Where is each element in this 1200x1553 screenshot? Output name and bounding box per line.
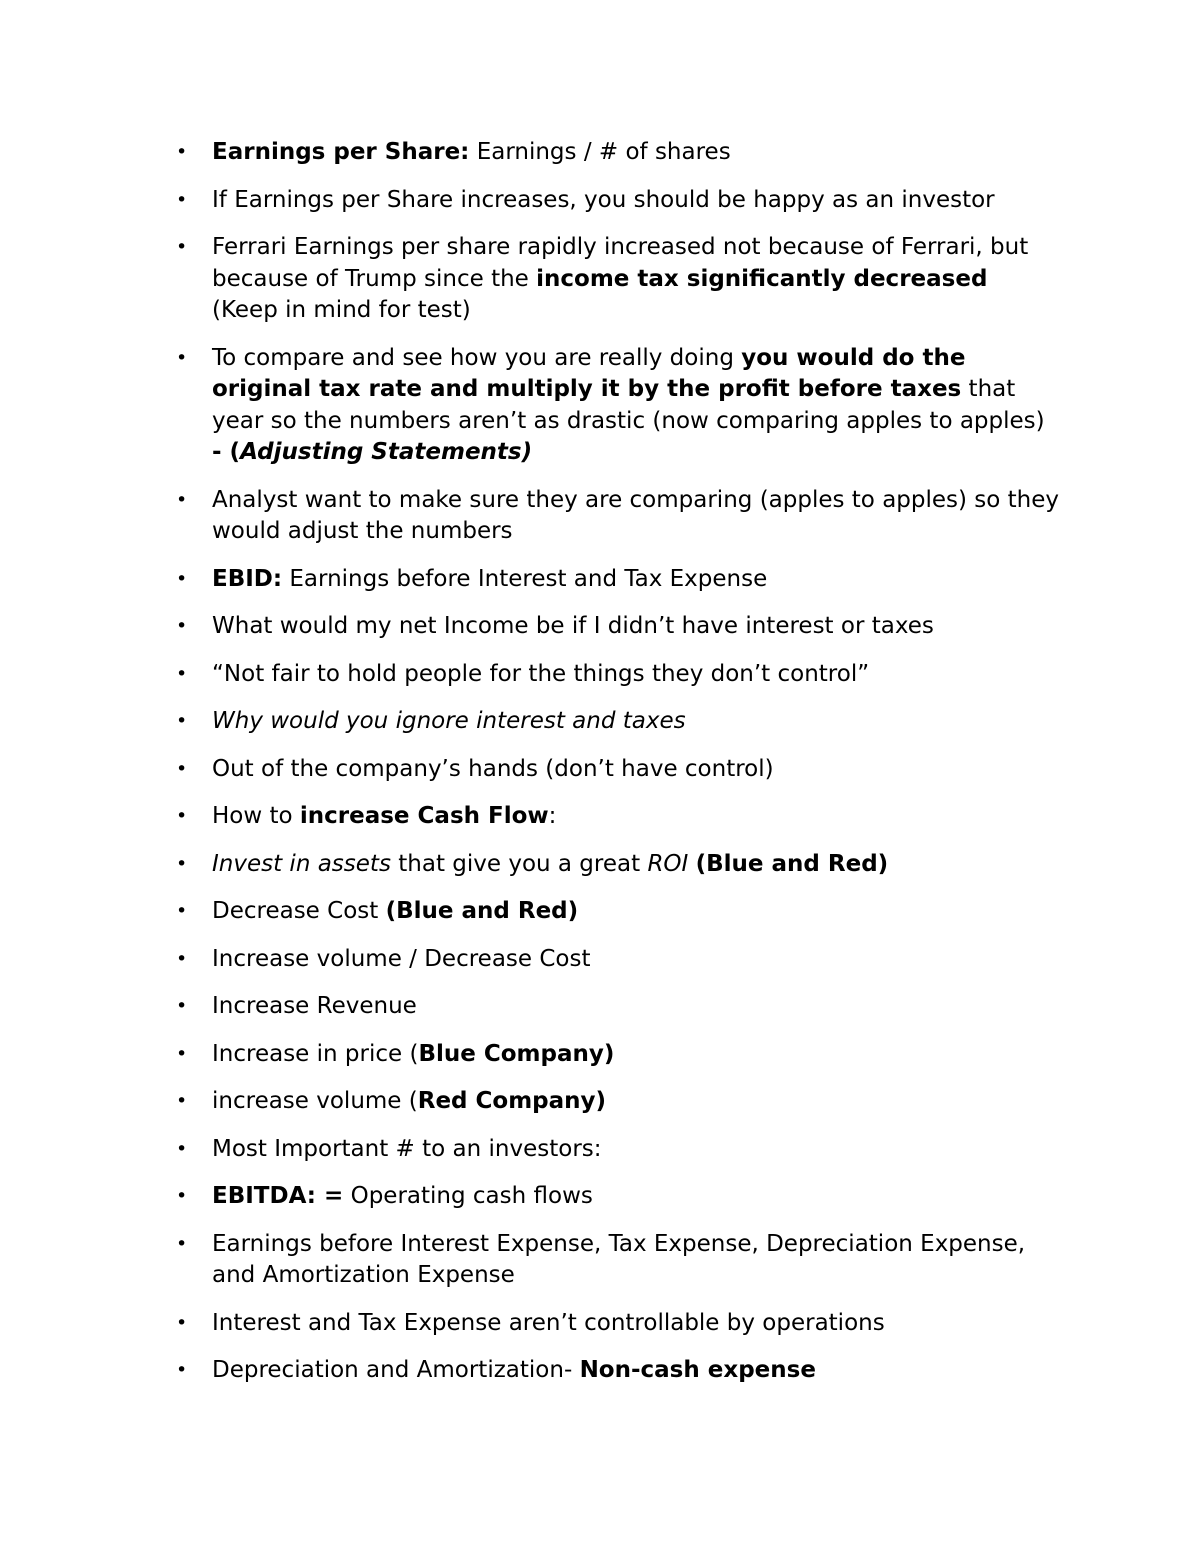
bullet-icon: •	[176, 995, 188, 1017]
bullet-icon: •	[176, 852, 188, 875]
text-run: ROI	[647, 850, 689, 877]
text-run: that year so the numbers aren’t as drastic (now comparing apples to apples)	[212, 376, 1045, 434]
text-run: (Blue and Red)	[385, 898, 579, 924]
list-item	[0, 849, 1200, 881]
text-run: Earnings per Share:	[212, 139, 470, 165]
bullet-icon: •	[176, 900, 188, 922]
list-item	[0, 896, 1200, 928]
text-run	[688, 851, 695, 877]
bullet-icon: •	[176, 1359, 188, 1381]
text-run: income tax significantly decreased	[536, 265, 988, 292]
list-item	[0, 991, 1200, 1023]
bullet-icon: •	[176, 757, 188, 780]
text-run: How to	[212, 803, 300, 829]
text-run: Adjusting Statements)	[240, 439, 533, 465]
text-run: - (	[212, 439, 241, 465]
text-run: Blue Company)	[418, 1040, 615, 1067]
text-run: Decrease Cost	[212, 898, 386, 924]
bullet-icon: •	[176, 710, 188, 732]
text-run: Red Company)	[417, 1088, 607, 1114]
text-run: :	[548, 803, 557, 829]
text-run: that give you a great	[390, 850, 648, 877]
text-run: Invest in assets	[212, 850, 391, 877]
text-run: Interest and Tax Expense aren’t controllable by operations	[212, 1309, 885, 1336]
list-item	[0, 1134, 1200, 1166]
list-item	[0, 1086, 1200, 1118]
text-run: (Keep in mind for test)	[212, 297, 471, 323]
text-run: Increase volume / Decrease Cost	[212, 945, 591, 972]
text-run: EBID:	[212, 565, 283, 592]
bullet-icon: •	[176, 662, 188, 685]
list-item	[0, 944, 1200, 976]
bullet-icon: •	[176, 488, 188, 511]
bullet-icon: •	[176, 567, 188, 590]
list-item	[0, 1229, 1200, 1292]
list-item	[0, 1039, 1200, 1071]
text-run: Analyst want to make sure they are comparing (apples to apples) so they would adjust the numbers	[212, 486, 1060, 544]
text-run: (Blue and Red)	[695, 850, 889, 877]
text-run: To compare and see how you are really doing	[212, 344, 742, 371]
text-run: Out of the company’s hands (don’t have control)	[212, 755, 774, 782]
list-item	[0, 801, 1200, 833]
list-item	[0, 1181, 1200, 1213]
list-item	[0, 754, 1200, 786]
text-run: Depreciation and Amortization-	[212, 1357, 580, 1383]
text-run: Increase Revenue	[212, 993, 417, 1019]
list-item	[0, 1308, 1200, 1340]
list-item	[0, 485, 1200, 548]
text-run: EBITDA: =	[212, 1183, 344, 1209]
bullet-icon: •	[176, 1042, 188, 1065]
text-run: Non-cash expense	[579, 1357, 816, 1383]
bullet-icon: •	[176, 1137, 188, 1160]
list-item	[0, 611, 1200, 643]
list-item	[0, 659, 1200, 691]
bullet-icon: •	[176, 1311, 188, 1334]
text-run: Increase in price (	[212, 1040, 419, 1067]
bullet-icon: •	[176, 615, 188, 637]
bullet-icon: •	[176, 1232, 188, 1255]
bullet-icon: •	[176, 805, 188, 827]
list-item	[0, 185, 1200, 217]
list-item	[0, 706, 1200, 738]
bullet-icon: •	[176, 188, 188, 211]
text-run: Ferrari Earnings per share rapidly increased not because of Ferrari, but because of Trump since the	[212, 234, 1029, 292]
list-item	[0, 137, 1200, 169]
list-item	[0, 1355, 1200, 1387]
text-run: Most Important # to an investors:	[212, 1135, 602, 1162]
text-run: increase volume (	[212, 1088, 418, 1114]
bullet-icon: •	[176, 236, 188, 258]
list-item	[0, 343, 1200, 469]
text-run: “Not fair to hold people for the things they don’t control”	[212, 660, 870, 687]
bullet-icon: •	[176, 1090, 188, 1112]
bullet-icon: •	[176, 141, 188, 163]
text-run: Why would you ignore interest and taxes	[212, 708, 686, 734]
bullet-icon: •	[176, 346, 188, 369]
bullet-list	[0, 137, 1200, 1403]
text-run: Earnings / # of shares	[469, 139, 731, 165]
bullet-icon: •	[176, 947, 188, 970]
text-run: Operating cash flows	[343, 1183, 593, 1209]
text-run: you would do the original tax rate and multiply it by the profit before taxes	[212, 344, 966, 402]
text-run: increase Cash Flow	[299, 803, 549, 829]
text-run: What would my net Income be if I didn’t have interest or taxes	[212, 613, 934, 639]
text-run: Earnings before Interest and Tax Expense	[282, 565, 768, 592]
list-item	[0, 232, 1200, 327]
bullet-icon: •	[176, 1185, 188, 1207]
list-item	[0, 564, 1200, 596]
text-run: If Earnings per Share increases, you should be happy as an investor	[212, 186, 995, 213]
text-run: Earnings before Interest Expense, Tax Expense, Depreciation Expense, and Amortization Expense	[212, 1230, 1026, 1288]
